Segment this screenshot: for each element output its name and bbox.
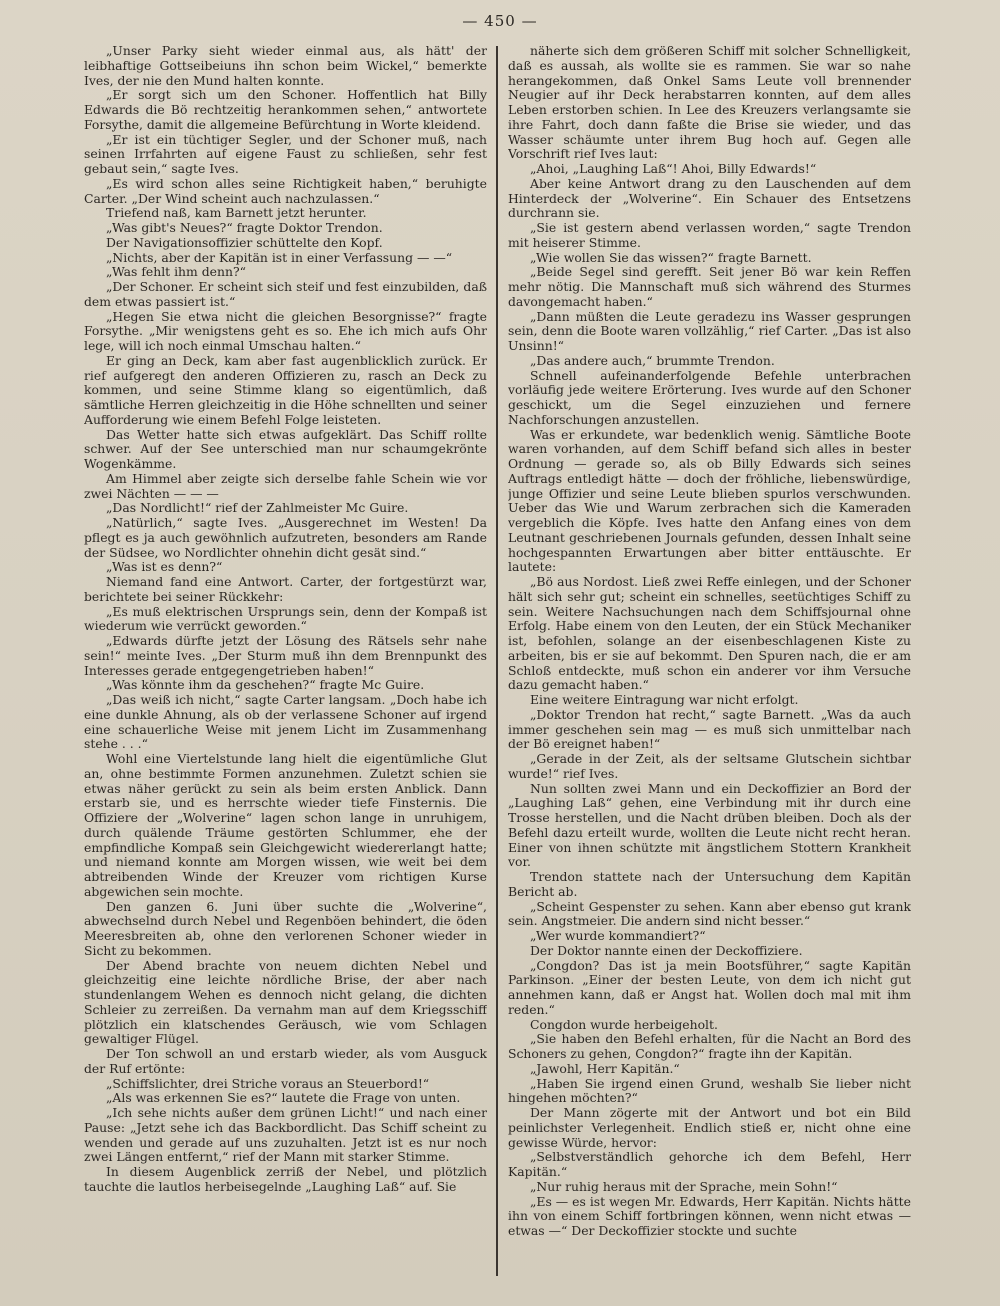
paragraph: „Gerade in der Zeit, als der seltsame Glutschein sichtbar wurde!“ rief Ives. <box>508 751 911 781</box>
page-number: — 450 — <box>462 12 538 30</box>
paragraph: „Sie ist gestern abend verlassen worden,“ sagte Trendon mit heiserer Stimme. <box>508 220 911 250</box>
right-text-column <box>508 44 911 1284</box>
left-text-column <box>84 44 487 1284</box>
paragraph: Der Mann zögerte mit der Antwort und bot ein Bild peinlichster Verlegenheit. Endlich stieß er, nicht ohne eine gewisse Würde, hervor: <box>508 1105 911 1150</box>
paragraph: Aber keine Antwort drang zu den Lauschenden auf dem Hinterdeck der „Wolverine“. Ein Schauer des Entsetzens durchrann sie. <box>508 175 911 221</box>
paragraph: „Selbstverständlich gehorche ich dem Befehl, Herr Kapitän.“ <box>508 1149 911 1179</box>
paragraph: „Es muß elektrischen Ursprungs sein, denn der Kompaß ist wiederum wie verrückt geworden.“ <box>84 603 487 634</box>
paragraph: „Unser Parky sieht wieder einmal aus, als hätt' der leibhaftige Gottseibeiuns ihn schon beim Wickel,“ bemerkte Ives, der nie den Mund halten konnte. <box>84 44 487 88</box>
paragraph: Congdon wurde herbeigeholt. <box>530 1016 718 1032</box>
paragraph: Den ganzen 6. Juni über suchte die „Wolverine“, abwechselnd durch Nebel und Regenböen behindert, die öden Meeresbreiten ab, ohne den verlorenen Schoner wieder in Sicht zu bekommen. <box>84 898 487 958</box>
paragraph: näherte sich dem größeren Schiff mit solcher Schnelligkeit, daß es aussah, als wollte sie es rammen. Sie war so nahe herangekommen, daß Onkel Sams Leute voll brennender Neugier auf ihr Deck herabstarren konnten, auf dem alles Leben erstorben schien. In Lee des Kreuzers verlangsamte sie ihre Fahrt, doch dann faßte die Brise sie wieder, und das Wasser schäumte unter ihrem Bug hoch auf. Gegen alle Vorschrift rief Ives laut: <box>508 44 911 162</box>
paragraph: „Scheint Gespenster zu sehen. Kann aber ebenso gut krank sein. Angstmeier. Die andern sind nicht besser.“ <box>508 898 911 929</box>
paragraph: „Wie wollen Sie das wissen?“ fragte Barnett. <box>530 249 812 265</box>
paragraph: Der Navigationsoffizier schüttelte den Kopf. <box>106 234 383 250</box>
paragraph: Er ging an Deck, kam aber fast augenblicklich zurück. Er rief aufgeregt den anderen Offizieren zu, rasch an Deck zu kommen, und seine Stimme klang so eigentümlich, daß sämtliche Herren gleichzeitig in die Höhe schnellten und seiner Aufforderung wie einem Befehl Folge leisteten. <box>84 352 487 427</box>
paragraph: Eine weitere Eintragung war nicht erfolgt. <box>530 692 799 707</box>
paragraph: „Congdon? Das ist ja mein Bootsführer,“ sagte Kapitän Parkinson. „Einer der besten Leute, von dem ich nicht gut annehmen kann, daß er Angst hat. Wollen doch mal mit ihm reden.“ <box>508 957 911 1017</box>
paragraph: „Das Nordlicht!“ rief der Zahlmeister Mc Guire. <box>106 500 409 516</box>
paragraph: „Das weiß ich nicht,“ sagte Carter langsam. „Doch habe ich eine dunkle Ahnung, als ob der verlassene Schoner auf irgend eine schauerliche Weise mit jenem Licht im Zusammenhang stehe . . .“ <box>84 692 487 752</box>
paragraph: Das Wetter hatte sich etwas aufgeklärt. Das Schiff rollte schwer. Auf der See unterschied man nur schaumgekrönte Wogenkämme. <box>84 426 487 471</box>
paragraph: „Das andere auch,“ brummte Trendon. <box>530 352 775 368</box>
paragraph: „Ich sehe nichts außer dem grünen Licht!“ und nach einer Pause: „Jetzt sehe ich das Backbordlicht. Das Schiff scheint zu wenden und gerade auf uns zuzuhalten. Jetzt ist es nur noch zwei Längen entfernt,“ rief der Mann mit starker Stimme. <box>84 1105 487 1165</box>
paragraph: Nun sollten zwei Mann und ein Deckoffizier an Bord der „Laughing Laß“ gehen, eine Verbindung mit ihr durch eine Trosse herstellen, und die Nacht drüben bleiben. Doch als der Befehl dazu erteilt wurde, wollten die Leute nicht recht heran. Einer von ihnen schützte mit ängstlichem Stottern Krankheit vor. <box>508 780 911 870</box>
paragraph: „Jawohl, Herr Kapitän.“ <box>530 1060 680 1076</box>
paragraph: „Es — es ist wegen Mr. Edwards, Herr Kapitän. Nichts hätte ihn von einem Schiff fortbringen können, wenn nicht etwas — etwas —“ Der Deckoffizier stockte und suchte <box>508 1193 911 1238</box>
paragraph: „Als was erkennen Sie es?“ lautete die Frage von unten. <box>106 1090 461 1106</box>
paragraph: „Bö aus Nordost. Ließ zwei Reffe einlegen, und der Schoner hält sich sehr gut; scheint ein schnelles, seetüchtiges Schiff zu sein. Weitere Nachsuchungen nach dem Schiffsjournal ohne Erfolg. Habe einem von den Leuten, der ein Stück Mechaniker ist, befohlen, solange an der eisenbeschlagenen Kiste zu arbeiten, bis er sie auf bekommt. Den Spuren nach, die er am Schloß entdeckte, muß schon ein anderer vor ihm Versuche dazu gemacht haben.“ <box>508 574 911 693</box>
paragraph: Triefend naß, kam Barnett jetzt herunter. <box>106 205 367 221</box>
paragraph: „Der Schoner. Er scheint sich steif und fest einzubilden, daß dem etwas passiert ist.“ <box>84 279 487 309</box>
paragraph: „Ahoi, „Laughing Laß“! Ahoi, Billy Edwards!“ <box>530 161 817 176</box>
paragraph: „Es wird schon alles seine Richtigkeit haben,“ beruhigte Carter. „Der Wind scheint auch nachzulassen.“ <box>84 175 487 206</box>
paragraph: In diesem Augenblick zerriß der Nebel, und plötzlich tauchte die lautlos herbeisegelnde „Laughing Laß“ auf. Sie <box>84 1164 487 1194</box>
paragraph: Der Ton schwoll an und erstarb wieder, als vom Ausguck der Ruf ertönte: <box>84 1046 487 1076</box>
paragraph: „Beide Segel sind gerefft. Seit jener Bö war kein Reffen mehr nötig. Die Mannschaft muß sich während des Sturmes davongemacht haben.“ <box>508 264 911 309</box>
paragraph: „Was könnte ihm da geschehen?“ fragte Mc Guire. <box>106 677 425 693</box>
paragraph: „Er sorgt sich um den Schoner. Hoffentlich hat Billy Edwards die Bö rechtzeitig herankommen sehen,“ antwortete Forsythe, damit die allgemeine Befürchtung in Worte kleidend. <box>84 87 487 132</box>
paragraph: Trendon stattete nach der Untersuchung dem Kapitän Bericht ab. <box>508 869 911 899</box>
paragraph: „Nichts, aber der Kapitän ist in einer Verfassung — —“ <box>106 249 453 265</box>
paragraph: „Wer wurde kommandiert?“ <box>530 928 706 943</box>
paragraph: „Er ist ein tüchtiger Segler, und der Schoner muß, nach seinen Irrfahrten auf eigene Faust zu schließen, sehr fest gebaut sein,“ sagte Ives. <box>84 131 487 176</box>
paragraph: Niemand fand eine Antwort. Carter, der fortgestürzt war, berichtete bei seiner Rückkehr: <box>84 574 487 604</box>
paragraph: „Natürlich,“ sagte Ives. „Ausgerechnet im Westen! Da pflegt es ja auch gewöhnlich aufzutreten, besonders am Rande der Südsee, wo Nordlichter ohnehin dicht gesät sind.“ <box>84 515 487 560</box>
paragraph: „Dann müßten die Leute geradezu ins Wasser gesprungen sein, denn die Boote waren vollzählig,“ rief Carter. „Das ist also Unsinn!“ <box>508 308 911 353</box>
paragraph: Der Doktor nannte einen der Deckoffiziere. <box>530 942 803 958</box>
paragraph: Der Abend brachte von neuem dichten Nebel und gleichzeitig eine leichte nördliche Brise, der aber nach stundenlangem Wehen es dennoch nicht gelang, die dichten Schleier zu zerreißen. Da vernahm man auf dem Kriegsschiff plötzlich ein klatschendes Geräusch, wie vom Schlagen gewaltiger Flügel. <box>84 957 487 1047</box>
paragraph: „Doktor Trendon hat recht,“ sagte Barnett. „Was da auch immer geschehen sein mag — es muß sich unmittelbar nach der Bö ereignet haben!“ <box>508 706 911 752</box>
paragraph: Am Himmel aber zeigte sich derselbe fahle Schein wie vor zwei Nächten — — — <box>84 470 487 501</box>
paragraph: Wohl eine Viertelstunde lang hielt die eigentümliche Glut an, ohne bestimmte Formen anzunehmen. Zuletzt schien sie etwas näher gerückt zu sein als beim ersten Anblick. Dann erstarb sie, und es herrschte wieder tiefe Finsternis. Die Offiziere der „Wolverine“ lagen schon lange in unruhigem, durch quälende Träume gestörten Schlummer, ehe der empfindliche Kompaß sein Gleichgewicht wiedererlangt hatte; und niemand konnte am Morgen wissen, wie weit bei dem abtreibenden Winde der Kreuzer vom richtigen Kurse abgewichen sein mochte. <box>84 751 487 899</box>
paragraph: „Schiffslichter, drei Striche voraus an Steuerbord!“ <box>106 1075 430 1091</box>
paragraph: „Haben Sie irgend einen Grund, weshalb Sie lieber nicht hingehen möchten?“ <box>508 1075 911 1106</box>
paragraph: „Edwards dürfte jetzt der Lösung des Rätsels sehr nahe sein!“ meinte Ives. „Der Sturm muß ihn dem Brennpunkt des Interesses gerade entgegengetrieben haben!“ <box>84 633 487 678</box>
paragraph: „Nur ruhig heraus mit der Sprache, mein Sohn!“ <box>530 1178 838 1194</box>
paragraph: Was er erkundete, war bedenklich wenig. Sämtliche Boote waren vorhanden, auf dem Schiff befand sich alles in bester Ordnung — gerade so, als ob Billy Edwards sich seines Auftrags entledigt hätte — doch der fröhliche, liebenswürdige, junge Offizier und seine Leute blieben spurlos verschwunden. Ueber das Wie und Warum zerbrachen sich die Kameraden vergeblich die Köpfe. Ives hatte den Anfang eines von dem Leutnant geschriebenen Journals gefunden, dessen Inhalt seine hochgespannten Erwartungen aber bitter enttäuschte. Er lautete: <box>508 426 911 575</box>
column-divider <box>496 46 498 1276</box>
paragraph: Schnell aufeinanderfolgende Befehle unterbrachen vorläufig jede weitere Erörterung. Ives wurde auf den Schoner geschickt, um die Segel einzuziehen und fernere Nachforschungen anzustellen. <box>508 367 911 427</box>
paragraph: „Was fehlt ihm denn?“ <box>106 264 246 280</box>
paragraph: „Was gibt's Neues?“ fragte Doktor Trendon. <box>106 220 383 235</box>
paragraph: „Was ist es denn?“ <box>106 559 223 575</box>
paragraph: „Sie haben den Befehl erhalten, für die Nacht an Bord des Schoners zu gehen, Congdon?“ fragte ihn der Kapitän. <box>508 1031 911 1061</box>
paragraph: „Hegen Sie etwa nicht die gleichen Besorgnisse?“ fragte Forsythe. „Mir wenigstens geht es so. Ehe ich mich aufs Ohr lege, will ich noch einmal Umschau halten.“ <box>84 308 487 353</box>
